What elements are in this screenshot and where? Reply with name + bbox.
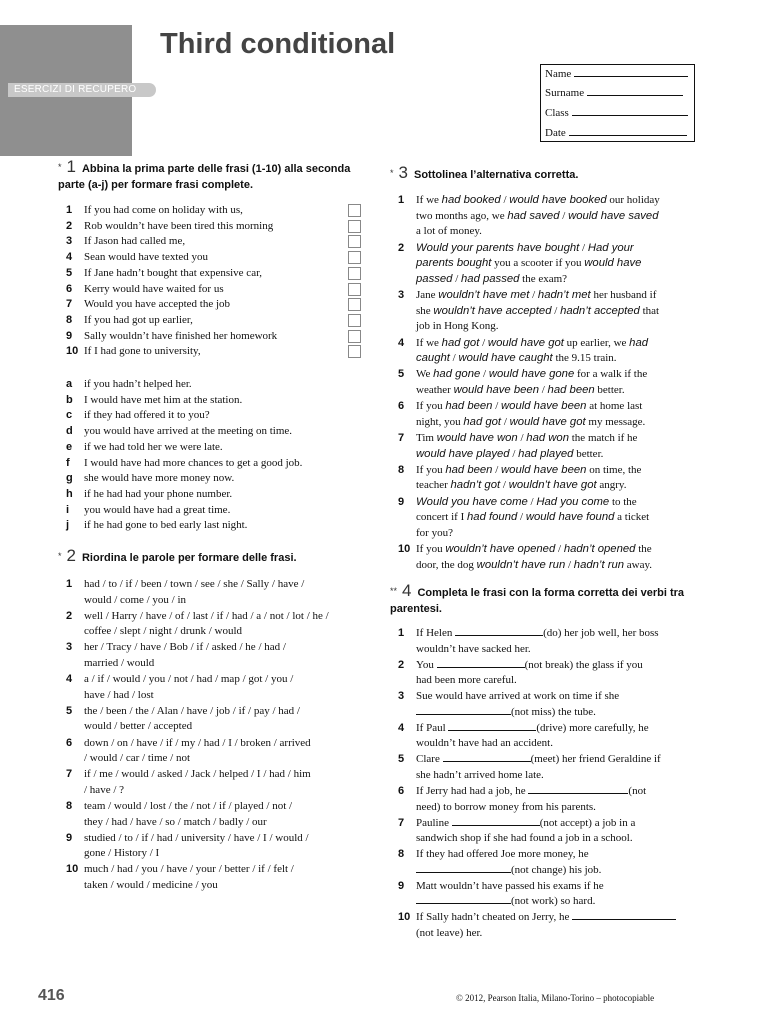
item-number: 5 — [66, 266, 73, 279]
text-segment: / — [579, 241, 588, 254]
item-line — [416, 288, 656, 304]
item-line — [416, 721, 649, 737]
item-line — [416, 224, 482, 240]
text-segment: If Paul — [416, 721, 449, 734]
item-line — [416, 383, 625, 399]
item-line: they / had / have / so / match / badly / our — [84, 815, 267, 828]
text-segment: If you — [416, 543, 446, 555]
item-number: 4 — [398, 721, 405, 734]
text-segment: / — [555, 543, 564, 555]
alternative-option[interactable]: would have gone — [488, 368, 575, 381]
text-segment: If Helen — [416, 627, 456, 639]
item-line — [416, 800, 596, 816]
text-segment: door, the dog — [416, 558, 477, 571]
item-line: have / had / lost — [84, 688, 154, 701]
item-number: 1 — [66, 578, 73, 590]
text-segment: job in Hong Kong. — [416, 320, 499, 333]
text-segment: for you? — [416, 526, 453, 539]
item-line — [416, 399, 642, 415]
alternative-option[interactable]: had booked — [441, 194, 501, 206]
student-info-box — [540, 64, 695, 142]
item-line — [416, 736, 553, 752]
item-line — [416, 910, 676, 926]
answer-blank[interactable] — [448, 721, 536, 731]
text-segment: (not — [628, 785, 647, 797]
answer-checkbox[interactable] — [348, 220, 361, 233]
item-line — [416, 658, 643, 674]
text-segment: wouldn’t have had an accident. — [416, 737, 553, 750]
answer-checkbox[interactable] — [348, 330, 361, 343]
item-line: the / been / the / Alan / have / job / if / pay / had / — [84, 704, 300, 717]
text-segment: she hadn’t arrived home late. — [416, 769, 544, 782]
alternative-option[interactable]: would have played — [416, 447, 510, 460]
answer-letter: e — [66, 440, 73, 453]
item-number: 6 — [66, 736, 73, 749]
item-number: 4 — [66, 673, 73, 686]
text-segment: You — [416, 658, 437, 671]
item-text: Rob wouldn’t have been tired this morning — [84, 219, 274, 232]
item-number: 9 — [66, 831, 73, 844]
alternative-option[interactable]: had been — [445, 400, 493, 413]
text-segment: If we — [416, 194, 442, 206]
answer-checkbox[interactable] — [348, 204, 361, 217]
item-number: 5 — [66, 704, 73, 717]
page-title: Third conditional — [160, 28, 396, 60]
item-number: 7 — [398, 816, 405, 829]
text-segment: / — [527, 495, 537, 508]
item-number: 7 — [66, 768, 73, 781]
alternative-option[interactable]: would have got — [509, 415, 586, 428]
item-text: If you had come on holiday with us, — [84, 204, 243, 216]
answer-letter: g — [66, 472, 73, 485]
item-text: If I had gone to university, — [84, 345, 201, 358]
answer-letter: j — [66, 519, 70, 532]
ex1-heading: * 1 Abbina la prima parte delle frasi (1-10) alla seconda parte (a-j) per formare frasi complete. — [58, 157, 351, 191]
item-number: 1 — [66, 204, 73, 216]
item-number: 4 — [398, 336, 405, 349]
item-line: taken / would / medicine / you — [84, 878, 218, 891]
text-segment: her husband if — [590, 289, 657, 301]
answer-checkbox[interactable] — [348, 251, 361, 264]
item-line — [416, 256, 641, 272]
ex3-heading: * 3 Sottolinea l’alternativa corretta. — [390, 163, 579, 182]
text-segment: / — [449, 352, 459, 365]
item-line: would / come / you / in — [84, 593, 187, 606]
item-number: 8 — [66, 313, 73, 326]
text-segment: better. — [573, 447, 604, 460]
answer-text: I would have met him at the station. — [84, 393, 243, 406]
answer-blank[interactable] — [416, 863, 511, 873]
answer-blank[interactable] — [437, 658, 525, 668]
item-number: 8 — [66, 799, 73, 812]
item-number: 4 — [66, 251, 73, 264]
item-line: had / to / if / been / town / see / she / Sally / have / — [84, 578, 305, 590]
text-segment: If they had offered Joe more money, he — [416, 848, 589, 861]
alternative-option[interactable]: passed — [416, 272, 453, 285]
text-segment: away. — [624, 558, 653, 571]
alternative-option[interactable]: would have won — [436, 431, 518, 444]
alternative-option[interactable]: would have caught — [458, 352, 553, 365]
alternative-option[interactable]: had got — [463, 415, 502, 428]
answer-blank[interactable] — [416, 894, 511, 904]
answer-checkbox[interactable] — [348, 283, 361, 296]
text-segment: (meet) her friend Geraldine if — [530, 753, 661, 766]
text-segment: she — [416, 304, 434, 317]
answer-checkbox[interactable] — [348, 345, 361, 358]
text-segment: (not leave) her. — [416, 927, 483, 940]
answer-letter: f — [66, 456, 70, 469]
item-line — [416, 784, 646, 800]
item-number: 9 — [66, 329, 73, 342]
alternative-option[interactable]: wouldn’t have accepted — [433, 304, 552, 317]
item-line — [416, 319, 499, 335]
alternative-option[interactable]: hadn’t run — [573, 558, 625, 571]
answer-letter: b — [66, 393, 73, 406]
text-segment: If we — [416, 336, 442, 349]
item-text: Sally wouldn’t have finished her homework — [84, 329, 278, 342]
item-line — [416, 209, 659, 225]
item-number: 5 — [398, 368, 405, 381]
answer-text: you would have had a great time. — [84, 503, 231, 516]
item-number: 3 — [398, 289, 405, 301]
alternative-option[interactable]: hadn’t met — [537, 289, 591, 301]
answer-letter: i — [66, 503, 70, 516]
item-line — [416, 415, 645, 431]
alternative-option[interactable]: would have — [584, 257, 642, 270]
text-segment: Jane — [416, 289, 439, 301]
item-line — [416, 193, 660, 209]
text-segment: / — [492, 400, 502, 413]
item-line — [416, 336, 648, 352]
item-number: 2 — [66, 609, 73, 622]
item-line — [416, 304, 659, 320]
item-line — [416, 642, 531, 658]
surname-label: Surname — [545, 87, 585, 99]
name-label: Name — [545, 68, 572, 80]
text-segment: Pauline — [416, 816, 452, 829]
item-number: 9 — [398, 879, 405, 892]
text-segment: sandwich shop if she had found a job in a school. — [416, 832, 633, 845]
item-line: gone / History / I — [84, 847, 160, 860]
item-line — [416, 879, 604, 895]
item-line: her / Tracy / have / Bob / if / asked / he / had / — [84, 641, 286, 654]
item-line — [416, 510, 649, 526]
text-segment: (not change) his job. — [511, 863, 602, 876]
text-segment: / — [565, 558, 574, 571]
text-segment: Sue would have arrived at work on time if she — [416, 690, 620, 703]
item-line: much / had / you / have / your / better / if / felt / — [84, 863, 294, 876]
text-segment: angry. — [596, 479, 627, 492]
text-segment: the 9.15 train. — [552, 352, 617, 365]
alternative-option[interactable]: wouldn’t have met — [438, 289, 530, 301]
ex4-heading: ** 4 Completa le frasi con la forma corretta dei verbi tra parentesi. — [390, 581, 685, 615]
item-number: 3 — [66, 641, 73, 654]
alternative-option[interactable]: hadn’t opened — [563, 543, 636, 555]
answer-checkbox[interactable] — [348, 298, 361, 311]
item-number: 9 — [398, 495, 405, 508]
alternative-option[interactable]: would have booked — [509, 194, 607, 206]
item-line — [416, 542, 652, 558]
alternative-option[interactable]: would have got — [487, 336, 564, 349]
text-segment: / — [529, 289, 538, 301]
text-segment: Clare — [416, 753, 443, 766]
item-number: 10 — [66, 345, 79, 358]
alternative-option[interactable]: had won — [526, 431, 569, 444]
name-field[interactable] — [574, 67, 688, 77]
item-number: 7 — [66, 298, 73, 311]
alternative-option[interactable]: Had you come — [536, 495, 610, 508]
item-line — [416, 495, 637, 511]
answer-text: you would have arrived at the meeting on time. — [84, 425, 293, 438]
item-text: If you had got up earlier, — [84, 313, 193, 326]
text-segment: need) to borrow money from his parents. — [416, 800, 596, 813]
item-line — [416, 558, 652, 574]
answer-blank[interactable] — [528, 784, 628, 794]
text-segment: If you — [416, 400, 446, 413]
alternative-option[interactable]: would have been — [501, 463, 587, 476]
item-number: 10 — [398, 911, 411, 924]
text-segment: the — [635, 543, 652, 555]
text-segment: We — [416, 368, 434, 381]
text-segment: teacher — [416, 479, 451, 492]
alternative-option[interactable]: had played — [518, 447, 574, 460]
text-segment: two months ago, we — [416, 209, 508, 222]
text-segment: (drive) more carefully, he — [536, 721, 649, 734]
item-number: 3 — [398, 690, 405, 703]
text-segment: / — [479, 336, 488, 349]
item-line: / would / car / time / not — [84, 752, 191, 765]
class-field[interactable] — [572, 106, 688, 116]
text-segment: / — [500, 194, 510, 206]
alternative-option[interactable]: would have been — [501, 400, 587, 413]
text-segment: / — [492, 463, 502, 476]
answer-blank[interactable] — [452, 816, 540, 826]
class-label: Class — [545, 107, 569, 119]
item-line: team / would / lost / the / not / if / played / not / — [84, 799, 293, 812]
item-line — [416, 673, 517, 689]
text-segment: Matt wouldn’t have passed his exams if he — [416, 879, 604, 892]
item-line — [416, 463, 641, 479]
text-segment: at home last — [586, 400, 643, 413]
text-segment: / — [500, 479, 509, 492]
item-number: 7 — [398, 431, 405, 444]
surname-field[interactable] — [587, 86, 683, 96]
item-line: / have / ? — [84, 783, 125, 796]
item-text: If Jason had called me, — [84, 235, 186, 248]
item-line: coffee / slept / night / drunk / would — [84, 625, 243, 638]
answer-checkbox[interactable] — [348, 314, 361, 327]
answer-text: if they had offered it to you? — [84, 409, 210, 422]
answer-blank[interactable] — [572, 910, 676, 920]
item-line — [416, 705, 596, 721]
alternative-option[interactable]: would have saved — [568, 209, 659, 222]
item-text: Would you have accepted the job — [84, 298, 231, 311]
text-segment: our holiday — [606, 194, 660, 206]
alternative-option[interactable]: parents bought — [416, 257, 492, 270]
text-segment: / — [517, 511, 526, 524]
text-segment: (not accept) a job in a — [539, 816, 636, 829]
answer-checkbox[interactable] — [348, 235, 361, 248]
item-number: 6 — [398, 785, 405, 797]
item-line — [416, 752, 661, 768]
alternative-option[interactable]: wouldn’t have opened — [445, 543, 556, 555]
item-line — [416, 367, 647, 383]
text-segment: the exam? — [519, 272, 568, 285]
item-line — [416, 351, 617, 367]
text-segment: (not break) the glass if you — [524, 658, 643, 671]
item-line: down / on / have / if / my / had / I / broken / arrived — [84, 736, 311, 749]
item-number: 3 — [66, 235, 73, 248]
text-segment: for a walk if the — [574, 368, 648, 381]
page-number: 416 — [38, 987, 65, 1004]
item-number: 2 — [398, 658, 405, 671]
text-segment: that — [639, 304, 660, 317]
item-line: a / if / would / you / not / had / map / got / you / — [84, 673, 294, 686]
text-segment: up earlier, we — [563, 336, 630, 349]
answer-blank[interactable] — [455, 626, 543, 636]
item-text: Kerry would have waited for us — [84, 282, 224, 295]
text-segment: / — [538, 383, 548, 396]
item-number: 10 — [398, 543, 411, 555]
text-segment: / — [480, 368, 489, 381]
item-line — [416, 863, 601, 879]
alternative-option[interactable]: had saved — [507, 209, 560, 222]
alternative-option[interactable]: Had your — [587, 241, 634, 254]
answer-letter: c — [66, 409, 73, 422]
answer-text: if we had told her we were late. — [84, 440, 223, 453]
alternative-option[interactable]: had found — [467, 511, 518, 524]
text-segment: / — [517, 431, 527, 444]
copyright-notice: © 2012, Pearson Italia, Milano-Torino – photocopiable — [456, 993, 655, 1003]
item-line — [416, 272, 567, 288]
item-line — [416, 894, 595, 910]
text-segment: wouldn’t have sacked her. — [416, 642, 531, 655]
item-number: 6 — [398, 400, 405, 413]
alternative-option[interactable]: had been — [445, 463, 493, 476]
item-number: 8 — [398, 463, 405, 476]
item-number: 6 — [66, 282, 73, 295]
alternative-option[interactable]: wouldn’t have got — [508, 479, 597, 492]
item-line — [416, 831, 633, 847]
item-line: would / better / accepted — [84, 720, 193, 733]
text-segment: weather — [416, 383, 454, 396]
alternative-option[interactable]: had got — [441, 336, 480, 349]
text-segment: / — [551, 304, 561, 317]
answer-text: if he had had your phone number. — [84, 487, 233, 500]
item-number: 2 — [66, 219, 73, 232]
text-segment: Tim — [416, 431, 437, 444]
answer-checkbox[interactable] — [348, 267, 361, 280]
text-segment: (do) her job well, her boss — [543, 627, 659, 639]
alternative-option[interactable]: hadn’t got — [450, 479, 501, 492]
item-number: 1 — [398, 194, 405, 206]
text-segment: / — [501, 415, 510, 428]
item-number: 1 — [398, 627, 405, 639]
text-segment: concert if I — [416, 511, 467, 524]
item-line: well / Harry / have / of / last / if / had / a / not / lot / he / — [84, 609, 329, 622]
alternative-option[interactable]: would have found — [525, 511, 615, 524]
ex2-heading: * 2 Riordina le parole per formare delle frasi. — [58, 546, 297, 565]
item-line — [416, 926, 482, 942]
answer-letter: a — [66, 378, 73, 390]
alternative-option[interactable]: caught — [416, 352, 450, 365]
item-number: 2 — [398, 241, 405, 254]
text-segment: had been more careful. — [416, 674, 517, 687]
alternative-option[interactable]: Would you have come — [416, 495, 528, 508]
alternative-option[interactable]: had been — [547, 383, 595, 396]
text-segment: / — [452, 272, 461, 285]
text-segment: a ticket — [614, 511, 650, 524]
alternative-option[interactable]: would have been — [453, 383, 539, 396]
text-segment: a lot of money. — [416, 225, 482, 238]
text-segment: / — [559, 209, 569, 222]
text-segment: you a scooter if you — [491, 257, 585, 270]
text-segment: If Sally hadn’t cheated on Jerry, he — [416, 911, 573, 924]
item-number: 10 — [66, 863, 79, 876]
answer-letter: d — [66, 425, 73, 438]
text-segment: the match if he — [569, 431, 638, 444]
answer-blank[interactable] — [416, 705, 511, 715]
item-text: If Jane hadn’t bought that expensive car, — [84, 266, 263, 279]
item-line — [416, 526, 453, 542]
alternative-option[interactable]: had gone — [433, 368, 481, 381]
item-line — [416, 816, 635, 832]
text-segment: (not miss) the tube. — [511, 705, 596, 718]
text-segment: better. — [594, 383, 625, 396]
item-line — [416, 447, 603, 463]
text-segment: night, you — [416, 415, 464, 428]
item-number: 8 — [398, 848, 405, 861]
item-line — [416, 768, 544, 784]
alternative-option[interactable]: Would your parents have bought — [416, 241, 580, 254]
answer-text: if you hadn’t helped her. — [84, 378, 192, 390]
item-line — [416, 847, 589, 863]
text-segment: If you — [416, 463, 446, 476]
item-line — [416, 478, 626, 494]
item-line: married / would — [84, 657, 155, 670]
item-line — [416, 626, 659, 642]
item-text: Sean would have texted you — [84, 251, 209, 264]
answer-blank[interactable] — [443, 752, 531, 762]
section-tag: ESERCIZI DI RECUPERO — [8, 83, 156, 97]
text-segment: to the — [609, 495, 637, 508]
text-segment: on time, the — [586, 463, 642, 476]
item-line — [416, 431, 637, 447]
text-segment: (not work) so hard. — [511, 895, 596, 908]
answer-text: if he had gone to bed early last night. — [84, 519, 248, 532]
answer-text: I would have had more chances to get a good job. — [84, 456, 303, 469]
item-line — [416, 241, 634, 257]
item-line — [416, 689, 619, 705]
item-line: studied / to / if / had / university / have / I / would / — [84, 831, 309, 844]
item-line: if / me / would / asked / Jack / helped / I / had / him — [84, 768, 311, 781]
alternative-option[interactable]: had passed — [461, 272, 520, 285]
text-segment: / — [509, 447, 519, 460]
answer-text: she would have more money now. — [84, 472, 235, 485]
date-field[interactable] — [569, 126, 687, 136]
text-segment: If Jerry had had a job, he — [416, 785, 529, 797]
text-segment: my message. — [585, 415, 646, 428]
answer-letter: h — [66, 487, 73, 500]
alternative-option[interactable]: hadn’t accepted — [560, 304, 640, 317]
item-number: 5 — [398, 753, 405, 766]
alternative-option[interactable]: wouldn’t have run — [476, 558, 566, 571]
alternative-option[interactable]: had — [629, 336, 649, 349]
date-label: Date — [545, 127, 566, 139]
